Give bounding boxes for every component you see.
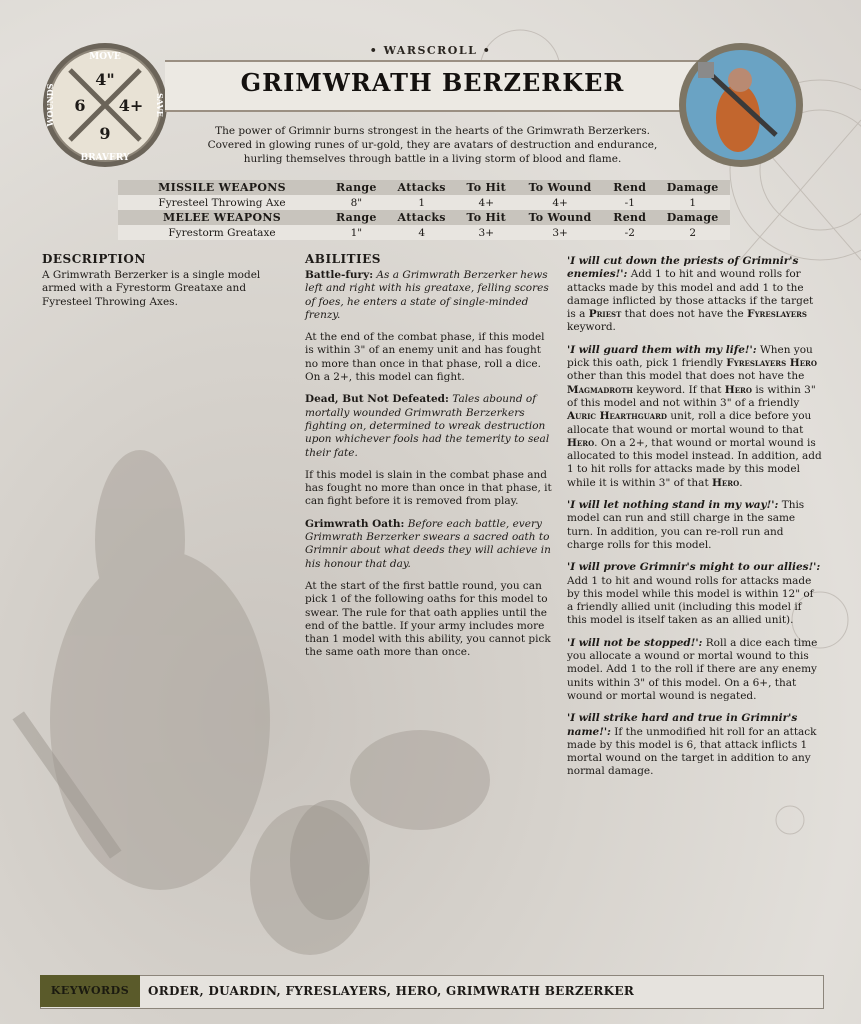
oath-text: When you pick this oath, pick 1 friendly [567, 343, 813, 370]
oath-name: 'I will prove Grimnir's might to our allies!': [567, 561, 821, 574]
berzerker-figure [716, 84, 760, 152]
oath-name: 'I will not be stopped!': [567, 636, 703, 649]
weapon-damage: 1 [655, 195, 730, 210]
column-range: Range [326, 210, 387, 225]
oath-prove-might [567, 561, 822, 627]
save-value: 4+ [118, 96, 144, 115]
abilities-column [305, 269, 555, 669]
keyword-priest: Priest [588, 308, 622, 321]
weapon-to-wound: 3+ [516, 225, 604, 240]
flavor-text: The power of Grimnir burns strongest in the hearts of the Grimwrath Berzerkers. Covered in glowing runes of ur-gold, they are avatars of destruction and endurance, hurling themselves through battle in a living storm of blood and flame. [207, 125, 658, 165]
weapon-to-hit: 4+ [457, 195, 516, 210]
column-to-wound: To Wound [516, 180, 604, 195]
wounds-value: 6 [74, 96, 86, 115]
stat-wheel [40, 40, 170, 170]
oath-name: 'I will guard them with my life!': [567, 343, 757, 356]
oath-text: . [739, 476, 743, 489]
column-range: Range [326, 180, 387, 195]
ability-name: Grimwrath Oath: [305, 517, 405, 530]
oath-not-stopped [567, 637, 822, 703]
oath-guard-them [567, 344, 822, 490]
oath-name: 'I will strike hard and true in Grimnir's name!': [567, 712, 798, 738]
column-attacks: Attacks [387, 210, 457, 225]
melee-weapons-heading: MELEE WEAPONS [118, 210, 326, 225]
model-portrait [676, 40, 806, 170]
bravery-value: 9 [99, 124, 111, 143]
oath-text: keyword. If that [636, 383, 722, 396]
ability-name: Battle-fury: [305, 269, 374, 281]
keyword-hero: Hero [724, 383, 752, 396]
oath-strike-hard [567, 712, 822, 778]
description-heading: DESCRIPTION [42, 252, 146, 266]
weapon-rend: -2 [604, 225, 655, 240]
ability-flavor: As a Grimwrath Berzerker hews left and right with his greataxe, felling scores of foes, he enters a state of single-minded frenzy. [305, 269, 549, 321]
oath-cut-down [567, 255, 822, 335]
weapon-range: 1" [326, 225, 387, 240]
table-row [118, 195, 730, 210]
oath-text: is within 3" of this model and not within 3" of a friendly [567, 383, 816, 409]
description-text: A Grimwrath Berzerker is a single model armed with a Fyrestorm Greataxe and Fyresteel Throwing Axes. [42, 269, 261, 308]
column-attacks: Attacks [387, 180, 457, 195]
ability-flavor: Before each battle, every Grimwrath Berzerker swears a sacred oath to Grimnir about what deeds they will achieve in his honour that day. [305, 517, 551, 570]
oath-name: 'I will cut down the priests of Grimnir's enemies!': [567, 255, 799, 281]
ability-rule: If this model is slain in the combat phase and has fought no more than once in that phase, it can fight before it is removed from play. [305, 468, 552, 508]
oath-text: This model can run and still charge in the same turn. In addition, you can re-roll run and charge rolls for this model. [567, 499, 805, 551]
oaths-column [567, 255, 822, 788]
oath-text: that does not have the [624, 308, 744, 321]
weapon-attacks: 4 [387, 225, 457, 240]
column-rend: Rend [604, 210, 655, 225]
oath-text: unit, roll a dice before you allocate that wound or mortal wound to that [567, 410, 812, 436]
weapon-to-wound: 4+ [516, 195, 604, 210]
ability-battle-fury [305, 269, 555, 322]
save-label: SAVE [155, 93, 165, 117]
column-damage: Damage [655, 180, 730, 195]
oath-text: other than this model that does not have the [567, 370, 805, 383]
kicker-text: WARSCROLL [383, 44, 478, 57]
abilities-heading: ABILITIES [305, 252, 381, 266]
oath-text: Add 1 to hit and wound rolls for attacks made by this model and add 1 to the damage inflicted by those attacks if the target is a [567, 268, 814, 321]
move-label: MOVE [89, 52, 121, 62]
ability-dead-not-defeated [305, 393, 555, 459]
berzerker-head [728, 68, 752, 92]
weapon-to-hit: 3+ [457, 225, 516, 240]
weapons-table [118, 180, 730, 240]
ability-rule: At the end of the combat phase, if this model is within 3" of an enemy unit and has fought no more than once in that phase, roll a dice. On a 2+, this model can fight. [305, 331, 545, 384]
column-to-wound: To Wound [516, 210, 604, 225]
wounds-label: WOUNDS [45, 83, 55, 127]
page-title: GRIMWRATH BERZERKER [240, 68, 625, 97]
weapon-range: 8" [326, 195, 387, 210]
keywords-label: KEYWORDS [40, 975, 140, 1007]
axe-head [698, 62, 714, 78]
oath-name: 'I will let nothing stand in my way!': [567, 499, 779, 512]
weapon-name: Fyrestorm Greataxe [118, 225, 326, 240]
oath-text: Roll a dice each time you allocate a wound or mortal wound to this model. Add 1 to the roll if there are any enemy units within 3" of this model. On a 6+, that wound or mortal wound is negated. [567, 636, 818, 702]
oath-text: keyword. [567, 321, 616, 334]
weapon-name: Fyresteel Throwing Axe [118, 195, 326, 210]
keyword-fyreslayers: Fyreslayers [747, 308, 807, 321]
oath-nothing-stand [567, 499, 822, 552]
keywords-text: ORDER, DUARDIN, FYRESLAYERS, HERO, GRIMWRATH BERZERKER [148, 984, 635, 998]
warscroll-kicker: • WARSCROLL • [369, 44, 492, 57]
missile-weapons-header [118, 180, 730, 195]
ability-flavor: Tales abound of mortally wounded Grimwrath Berzerkers fighting on, determined to wreak destruction upon whichever fools had the temerity to seal their fate. [305, 393, 550, 459]
oath-text: . On a 2+, that wound or mortal wound is allocated to this model instead. In addition, add 1 to hit rolls for attacks made by this model while it is within 3" of that [567, 436, 822, 489]
weapon-rend: -1 [604, 195, 655, 210]
melee-weapons-header [118, 210, 730, 225]
missile-weapons-heading: MISSILE WEAPONS [118, 180, 326, 195]
column-to-hit: To Hit [457, 210, 516, 225]
ability-name: Dead, But Not Defeated: [305, 393, 449, 406]
column-to-hit: To Hit [457, 180, 516, 195]
column-rend: Rend [604, 180, 655, 195]
bravery-label: BRAVERY [80, 153, 130, 163]
column-damage: Damage [655, 210, 730, 225]
ability-rule: At the start of the first battle round, you can pick 1 of the following oaths for this model to swear. The rule for that oath applies until the end of the battle. If your army includes more than 1 model with this ability, you cannot pick the same oath more than once. [305, 579, 551, 659]
keyword-hero: Hero [567, 436, 595, 449]
keyword-hero: Hero [712, 476, 740, 489]
keyword-fyreslayers-hero: Fyreslayers Hero [726, 357, 817, 370]
keyword-magmadroth: Magmadroth [567, 383, 634, 396]
table-row [118, 225, 730, 240]
ability-grimwrath-oath [305, 518, 555, 571]
oath-text: Add 1 to hit and wound rolls for attacks made by this model while this model is within 12" of a friendly allied unit (including this model if this model is itself taken as an allied unit). [567, 574, 814, 627]
weapon-damage: 2 [655, 225, 730, 240]
oath-text: If the unmodified hit roll for an attack made by this model is 6, that attack inflicts 1 mortal wound on the target in addition to any normal damage. [567, 725, 817, 778]
move-value: 4" [95, 70, 115, 89]
weapon-attacks: 1 [387, 195, 457, 210]
keyword-auric-hearthguard: Auric Hearthguard [567, 410, 667, 423]
